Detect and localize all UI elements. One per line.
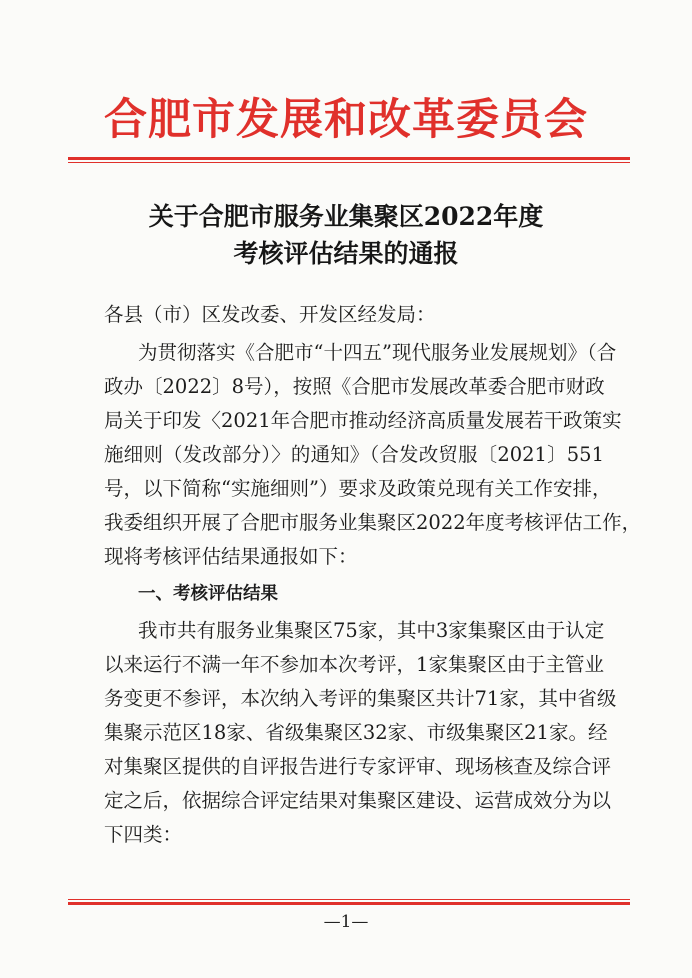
footer-rule-thick	[68, 902, 630, 905]
paragraph-1-line: 现将考核评估结果通报如下：	[104, 545, 358, 568]
issuing-authority-header: 合肥市发展和改革委员会	[104, 95, 588, 145]
document-title-line-1: 关于合肥市服务业集聚区2022年度	[148, 202, 544, 231]
section-heading: 一、考核评估结果	[138, 584, 278, 604]
paragraph-2-line: 对集聚区提供的自评报告进行专家评审、现场核查及综合评	[104, 755, 612, 778]
paragraph-2-line: 我市共有服务业集聚区75家，其中3家集聚区由于认定	[138, 619, 605, 642]
paragraph-1-line: 我委组织开展了合肥市服务业集聚区2022年度考核评估工作，	[104, 511, 642, 534]
header-rule-thick	[68, 157, 630, 160]
page-number: —1—	[323, 912, 369, 932]
paragraph-1-line: 施细则（发改部分）〉的通知》（合发改贸服〔2021〕551	[104, 443, 604, 466]
paragraph-2-line: 下四类：	[104, 823, 183, 846]
header-rule-thin	[68, 162, 630, 163]
paragraph-1-line: 政办〔2022〕8号），按照《合肥市发展改革委合肥市财政	[104, 375, 605, 398]
paragraph-2-line: 务变更不参评，本次纳入考评的集聚区共计71家，其中省级	[104, 687, 617, 710]
document-title-line-2: 考核评估结果的通报	[233, 239, 459, 268]
paragraph-1-line: 局关于印发〈2021年合肥市推动经济高质量发展若干政策实	[104, 409, 622, 432]
paragraph-1-line: 为贯彻落实《合肥市“十四五”现代服务业发展规划》（合	[138, 341, 617, 364]
paragraph-2-line: 定之后，依据综合评定结果对集聚区建设、运营成效分为以	[104, 789, 612, 812]
footer-rule-thin	[68, 899, 630, 900]
paragraph-2-line: 集聚示范区18家、省级集聚区32家、市级集聚区21家。经	[104, 721, 608, 744]
paragraph-1-line: 号，以下简称“实施细则”）要求及政策兑现有关工作安排，	[104, 477, 612, 500]
paragraph-2-line: 以来运行不满一年不参加本次考评，1家集聚区由于主管业	[104, 653, 604, 676]
salutation: 各县（市）区发改委、开发区经发局：	[104, 303, 436, 326]
